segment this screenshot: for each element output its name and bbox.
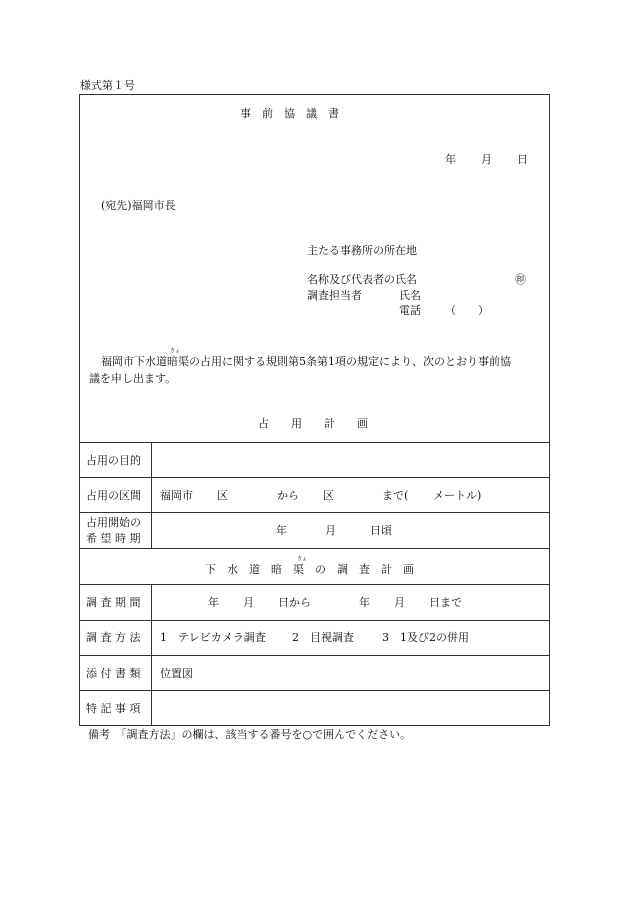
contact-name-label: 氏名: [399, 289, 421, 302]
period-month-2: 月: [394, 596, 405, 609]
zone-city: 福岡市: [160, 489, 193, 502]
zone-meters: メートル): [433, 489, 482, 502]
address-label: 主たる事務所の所在地: [307, 244, 417, 257]
date-year: 年: [445, 153, 456, 166]
divider: [79, 584, 550, 585]
period-until: 日まで: [429, 596, 462, 609]
period-from: 日から: [278, 596, 311, 609]
period-month-1: 月: [243, 596, 254, 609]
zone-from: から: [277, 489, 299, 502]
date-month: 月: [481, 153, 492, 166]
period-year-2: 年: [359, 596, 370, 609]
phone-label: 電話: [399, 304, 421, 317]
addressee: (宛先)福岡市長: [101, 199, 176, 212]
divider: [79, 442, 550, 443]
ruby-annotation: きょ: [297, 556, 308, 562]
period-label: 調 査 期 間: [86, 596, 141, 609]
divider: [79, 512, 550, 513]
method-label: 調 査 方 法: [86, 631, 141, 644]
start-year: 年: [276, 524, 287, 537]
divider: [79, 690, 550, 691]
name-label: 名称及び代表者の氏名: [307, 273, 417, 286]
start-label-line-1: 占用開始の: [86, 516, 141, 529]
date-day: 日: [517, 153, 528, 166]
start-label-line-2: 希 望 時 期: [86, 532, 141, 545]
period-year-1: 年: [208, 596, 219, 609]
divider: [79, 548, 550, 549]
start-month: 月: [325, 524, 336, 537]
method-option-1: 1 テレビカメラ調査: [160, 631, 266, 644]
body-text-line-1: 福岡市下水道暗渠の占用に関する規則第5条第1項の規定により、次のとおり事前協: [101, 355, 511, 368]
phone-paren: （ ）: [445, 304, 489, 317]
zone-label: 占用の区間: [86, 489, 141, 502]
contact-label: 調査担当者: [307, 289, 362, 302]
divider: [79, 655, 550, 656]
form-number: 様式第１号: [80, 79, 135, 92]
section-occupancy-plan: 占 用 計 画: [258, 417, 368, 430]
ruby-annotation: きょ: [170, 348, 181, 354]
divider: [79, 477, 550, 478]
start-day: 日頃: [370, 524, 392, 537]
column-divider: [151, 442, 152, 548]
method-option-3: 3 1及び2の併用: [382, 631, 469, 644]
attachment-value: 位置図: [160, 667, 193, 680]
seal-mark: ㊞: [515, 273, 526, 286]
remark: 備考 「調査方法」の欄は、該当する番号を○で囲んでください。: [88, 728, 412, 741]
method-option-2: 2 目視調査: [292, 631, 354, 644]
notes-label: 特 記 事 項: [86, 702, 141, 715]
body-text-line-2: 議を申し出ます。: [89, 372, 177, 385]
document-title: 事 前 協 議 書: [240, 107, 339, 120]
attachment-label: 添 付 書 類: [86, 667, 141, 680]
column-divider: [151, 584, 152, 726]
zone-ward-2: 区: [323, 489, 334, 502]
purpose-label: 占用の目的: [86, 454, 141, 467]
zone-ward-1: 区: [217, 489, 228, 502]
divider: [79, 620, 550, 621]
zone-until: まで(: [382, 489, 409, 502]
section-survey-plan: 下 水 道 暗 渠 の 調 査 計 画: [205, 563, 414, 576]
